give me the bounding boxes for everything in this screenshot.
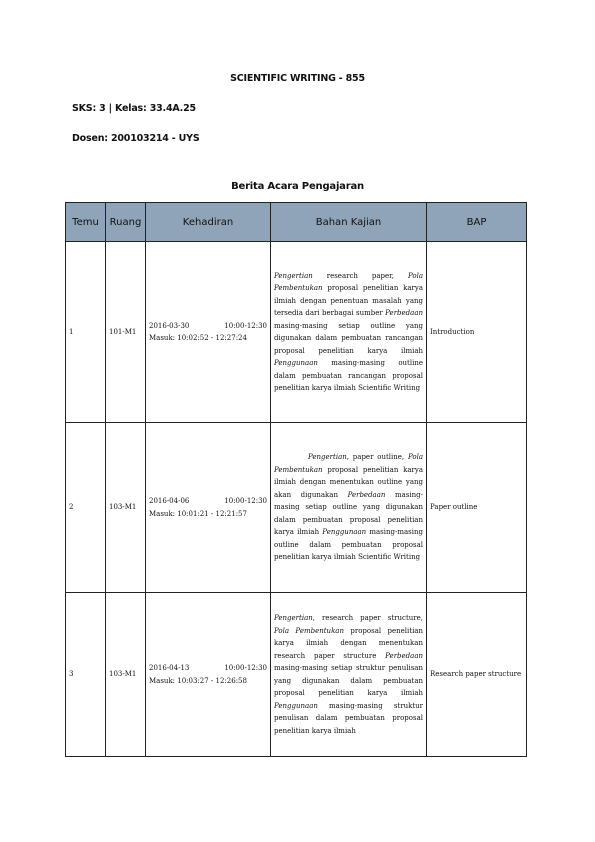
bahan-text-segment: Penggunaan — [274, 359, 318, 367]
date-time-line — [149, 320, 267, 333]
cell-bahan-kajian — [271, 423, 427, 593]
cell-masuk: Masuk: 10:02:52 - 12:27:24 — [149, 334, 247, 342]
cell-date: 2016-04-13 — [149, 664, 190, 672]
bahan-text-segment: masing-masing struktur penulisan dalam pembuatan proposal penelitian karya ilmiah — [274, 701, 423, 735]
table-row — [66, 593, 527, 757]
bahan-text-segment: Pengertian — [274, 614, 313, 622]
cell-kehadiran — [146, 423, 271, 593]
bahan-text-segment: masing-masing setiap outline yang digunakan dalam pembuatan proposal penelitian karya ilmiah — [274, 490, 423, 537]
cell-kehadiran — [146, 593, 271, 757]
cell-bap: Paper outline — [427, 423, 527, 593]
header-temu: Temu — [66, 203, 106, 242]
cell-ruang: 103-M1 — [106, 593, 146, 757]
bahan-text-segment: masing-masing setiap struktur penulisan yang digunakan dalam pembuatan proposal penelitian karya ilmiah — [274, 664, 423, 697]
bahan-text-segment: Pola Pembentukan — [274, 626, 344, 635]
bahan-text-segment: Perbedaan — [385, 651, 423, 660]
bahan-text-segment: masing-masing outline dalam pembuatan rancangan proposal penelitian karya ilmiah Scientific Writing — [274, 359, 423, 392]
attendance-table — [65, 202, 527, 757]
cell-bap: Introduction — [427, 242, 527, 423]
cell-date: 2016-03-30 — [149, 321, 190, 330]
bahan-text-segment: masing-masing setiap outline yang digunakan dalam pembuatan rancangan proposal penelitian karya ilmiah — [274, 321, 423, 355]
bahan-text-segment: Pola Pembentukan — [274, 271, 423, 292]
bahan-text-segment: Penggunaan — [274, 701, 318, 710]
table-row — [66, 423, 527, 593]
bahan-text-segment: research paper, — [312, 271, 408, 280]
cell-masuk: Masuk: 10:01:21 - 12:21:57 — [149, 509, 247, 518]
bahan-text-segment: Perbedaan — [385, 309, 423, 317]
cell-ruang: 101-M1 — [106, 242, 146, 423]
cell-time: 10:00-12:30 — [224, 664, 267, 672]
sks-kelas-line: SKS: 3 | Kelas: 33.4A.25 — [72, 103, 196, 114]
cell-temu: 2 — [66, 423, 106, 593]
bahan-text-segment: Penggunaan — [322, 528, 367, 537]
cell-bahan-kajian — [271, 242, 427, 423]
bahan-text-segment: Pola Pembentukan — [274, 453, 423, 474]
cell-masuk: Masuk: 10:03:27 - 12:26:58 — [149, 676, 247, 685]
header-bahan-kajian: Bahan Kajian — [271, 203, 427, 242]
table-row — [66, 242, 527, 423]
cell-temu: 1 — [66, 242, 106, 423]
bahan-text-segment: masing-masing outline dalam pembuatan proposal penelitian karya ilmiah Scientific Writing — [274, 528, 423, 562]
bahan-text-segment: proposal penelitian karya ilmiah dengan menentukan outline yang akan digunakan — [274, 465, 423, 499]
bahan-text-segment: proposal penelitian karya ilmiah dengan menentukan research paper structure — [274, 626, 423, 660]
bahan-text-segment: Pengertian — [274, 271, 313, 280]
dosen-line: Dosen: 200103214 - UYS — [72, 133, 200, 144]
header-kehadiran: Kehadiran — [146, 203, 271, 242]
table-header-row — [66, 203, 527, 242]
bahan-text-segment: , paper outline, — [346, 453, 408, 462]
date-time-line — [149, 495, 267, 508]
bahan-text-segment: , research paper structure, — [312, 614, 423, 622]
cell-time: 10:00-12:30 — [224, 497, 267, 505]
bahan-text-segment: proposal penelitian karya ilmiah dengan penentuan masalah yang tersedia dari berbagai sumber — [274, 284, 423, 317]
date-time-line — [149, 662, 267, 675]
cell-bahan-kajian — [271, 593, 427, 757]
section-title: Berita Acara Pengajaran — [231, 181, 364, 192]
document-title: SCIENTIFIC WRITING - 855 — [230, 73, 365, 84]
cell-time: 10:00-12:30 — [224, 321, 267, 330]
cell-date: 2016-04-06 — [149, 497, 190, 505]
bahan-text-segment: Pengertian — [308, 453, 347, 462]
cell-temu: 3 — [66, 593, 106, 757]
cell-bap: Research paper structure — [427, 593, 527, 757]
header-bap: BAP — [427, 203, 527, 242]
bahan-text-segment: Perbedaan — [347, 490, 386, 499]
cell-ruang: 103-M1 — [106, 423, 146, 593]
header-ruang: Ruang — [106, 203, 146, 242]
cell-kehadiran — [146, 242, 271, 423]
